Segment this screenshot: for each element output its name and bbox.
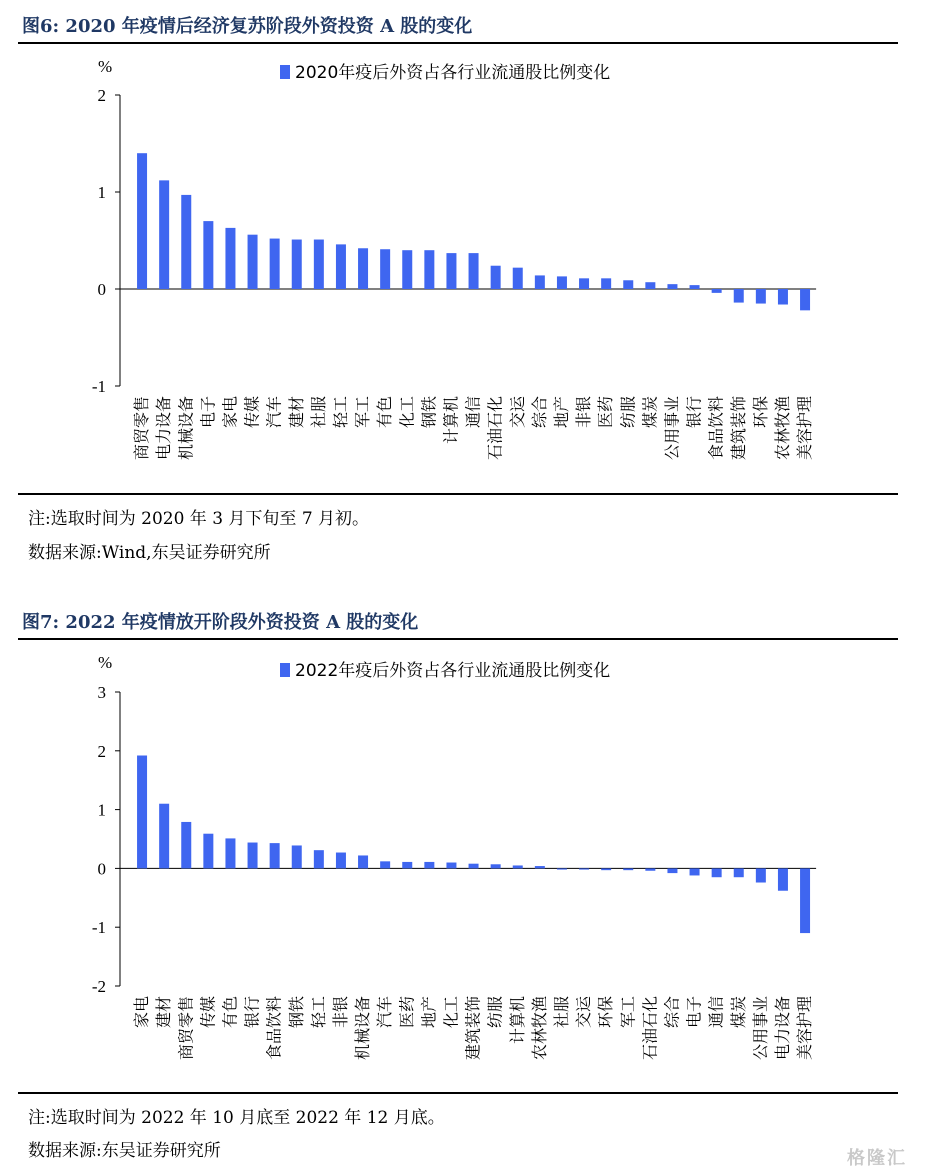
unit-label: %	[98, 57, 113, 76]
bar-军工	[358, 248, 368, 289]
bar-环保	[756, 289, 766, 304]
category-label: 综合	[529, 396, 549, 429]
watermark-logo: 格隆汇	[847, 1148, 907, 1169]
category-label: 建筑装饰	[463, 996, 483, 1061]
category-label: 交运	[574, 996, 594, 1029]
category-label: 钢铁	[286, 996, 306, 1029]
category-label: 家电	[220, 396, 240, 429]
category-label: 石油石化	[485, 396, 505, 461]
category-label: 石油石化	[640, 996, 660, 1061]
category-label: 有色	[375, 396, 395, 429]
bar-通信	[712, 868, 722, 877]
y-tick-label: 2	[97, 86, 106, 105]
category-label: 公用事业	[662, 396, 682, 461]
category-label: 建材	[286, 396, 306, 429]
category-label: 家电	[132, 996, 152, 1029]
category-label: 化工	[441, 996, 461, 1029]
bar-地产	[557, 276, 567, 289]
bar-交运	[579, 868, 589, 869]
category-label: 商贸零售	[176, 996, 196, 1061]
bar-食品饮料	[712, 289, 722, 293]
bar-纺服	[623, 280, 633, 289]
y-tick-label: 2	[97, 741, 106, 761]
figure-6-title: 图6: 2020 年疫情后经济复苏阶段外资投资 A 股的变化	[22, 16, 473, 37]
bar-军工	[623, 868, 633, 870]
category-label: 汽车	[264, 396, 284, 429]
category-label: 社服	[551, 996, 571, 1029]
bar-综合	[535, 275, 545, 289]
figure-7-source: 数据来源:东吴证券研究所	[28, 1141, 221, 1161]
category-label: 通信	[706, 996, 726, 1029]
bar-银行	[248, 843, 258, 869]
category-label: 煤炭	[640, 396, 660, 429]
bar-有色	[380, 249, 390, 289]
bar-电力设备	[778, 868, 788, 890]
category-label: 电子	[684, 996, 704, 1029]
category-label: 纺服	[485, 996, 505, 1029]
legend-swatch	[280, 65, 290, 79]
y-tick-label: 3	[97, 683, 106, 702]
bar-电子	[690, 868, 700, 875]
bar-汽车	[380, 861, 390, 868]
bar-钢铁	[424, 250, 434, 289]
y-tick-label: -1	[91, 377, 106, 396]
category-label: 非银	[574, 396, 594, 429]
bar-非银	[336, 853, 346, 869]
figure-7-note: 注:选取时间为 2022 年 10 月底至 2022 年 12 月底。	[28, 1108, 445, 1128]
bar-纺服	[491, 864, 501, 868]
category-label: 化工	[397, 396, 417, 429]
category-label: 环保	[750, 396, 770, 429]
category-label: 有色	[220, 996, 240, 1029]
bar-煤炭	[645, 282, 655, 289]
bar-建材	[159, 804, 169, 869]
category-label: 美容护理	[795, 996, 815, 1061]
y-tick-label: 1	[97, 800, 106, 820]
bar-钢铁	[292, 845, 302, 868]
figure-6-note: 注:选取时间为 2020 年 3 月下旬至 7 月初。	[28, 509, 370, 529]
category-label: 传媒	[242, 396, 262, 429]
figure-6-bottom-rule	[18, 493, 898, 495]
y-tick-label: 1	[97, 183, 106, 202]
bar-建筑装饰	[734, 289, 744, 303]
bar-社服	[314, 240, 324, 289]
category-label: 煤炭	[728, 996, 748, 1029]
bar-化工	[446, 863, 456, 869]
bar-农林牧渔	[535, 866, 545, 868]
category-label: 电力设备	[154, 396, 174, 461]
bar-轻工	[336, 244, 346, 289]
chart-svg	[18, 640, 898, 1090]
category-label: 电力设备	[772, 996, 792, 1061]
bar-食品饮料	[270, 843, 280, 868]
category-label: 计算机	[507, 996, 527, 1045]
category-label: 美容护理	[795, 396, 815, 461]
bar-计算机	[446, 253, 456, 289]
bar-美容护理	[800, 868, 810, 933]
bar-美容护理	[800, 289, 810, 310]
bar-有色	[225, 838, 235, 868]
category-label: 农林牧渔	[772, 396, 792, 461]
category-label: 军工	[618, 996, 638, 1029]
legend-swatch	[280, 663, 290, 677]
bar-石油石化	[491, 266, 501, 289]
category-label: 建材	[154, 996, 174, 1029]
category-label: 轻工	[308, 996, 328, 1029]
bar-公用事业	[756, 868, 766, 882]
bar-医药	[601, 278, 611, 289]
figure-6-chart	[18, 44, 898, 492]
unit-label: %	[98, 653, 113, 672]
category-label: 银行	[242, 996, 262, 1029]
category-label: 综合	[662, 996, 682, 1029]
category-label: 环保	[596, 996, 616, 1029]
bar-计算机	[513, 865, 523, 868]
category-label: 机械设备	[353, 996, 373, 1061]
bar-非银	[579, 278, 589, 289]
bar-交运	[513, 268, 523, 289]
category-label: 汽车	[375, 996, 395, 1029]
bar-汽车	[270, 239, 280, 289]
bar-商贸零售	[137, 153, 147, 289]
category-label: 非银	[330, 996, 350, 1029]
y-tick-label: -1	[91, 918, 106, 938]
bar-公用事业	[667, 284, 677, 289]
category-label: 轻工	[330, 396, 350, 429]
y-tick-label: -2	[91, 977, 106, 996]
bar-地产	[424, 862, 434, 868]
figure-7-title: 图7: 2022 年疫情放开阶段外资投资 A 股的变化	[22, 612, 419, 633]
category-label: 公用事业	[750, 996, 770, 1061]
bar-家电	[137, 756, 147, 869]
bar-医药	[402, 862, 412, 868]
bar-建筑装饰	[469, 864, 479, 869]
y-tick-label: 0	[97, 280, 106, 299]
category-label: 传媒	[198, 996, 218, 1029]
category-label: 医药	[397, 996, 417, 1029]
chart-svg	[18, 44, 898, 492]
category-label: 食品饮料	[264, 996, 284, 1061]
bar-商贸零售	[181, 822, 191, 868]
category-label: 通信	[463, 396, 483, 429]
bar-环保	[601, 868, 611, 870]
category-label: 军工	[353, 396, 373, 429]
category-label: 纺服	[618, 396, 638, 429]
bar-通信	[469, 253, 479, 289]
category-label: 商贸零售	[132, 396, 152, 461]
bar-银行	[690, 285, 700, 289]
category-label: 建筑装饰	[728, 396, 748, 461]
bar-农林牧渔	[778, 289, 788, 305]
bar-综合	[667, 868, 677, 873]
bar-化工	[402, 250, 412, 289]
figure-7-bottom-rule	[18, 1092, 898, 1094]
category-label: 食品饮料	[706, 396, 726, 461]
bar-石油石化	[645, 868, 655, 870]
bar-电力设备	[159, 180, 169, 289]
category-label: 交运	[507, 396, 527, 429]
bar-家电	[225, 228, 235, 289]
legend-label: 2022年疫后外资占各行业流通股比例变化	[295, 661, 611, 681]
bar-煤炭	[734, 868, 744, 877]
y-tick-label: 0	[97, 859, 106, 879]
category-label: 农林牧渔	[529, 996, 549, 1061]
category-label: 社服	[308, 396, 328, 429]
bar-轻工	[314, 850, 324, 868]
bar-传媒	[248, 235, 258, 289]
category-label: 地产	[551, 396, 571, 429]
bar-机械设备	[181, 195, 191, 289]
bar-建材	[292, 240, 302, 289]
category-label: 钢铁	[419, 396, 439, 429]
category-label: 医药	[596, 396, 616, 429]
legend-label: 2020年疫后外资占各行业流通股比例变化	[295, 63, 611, 83]
category-label: 计算机	[441, 396, 461, 445]
bar-电子	[203, 221, 213, 289]
category-label: 地产	[419, 996, 439, 1029]
figure-7-chart	[18, 640, 898, 1090]
bar-传媒	[203, 834, 213, 869]
bar-社服	[557, 868, 567, 869]
category-label: 机械设备	[176, 396, 196, 461]
category-label: 电子	[198, 396, 218, 429]
bar-机械设备	[358, 855, 368, 868]
category-label: 银行	[684, 396, 704, 429]
figure-6-source: 数据来源:Wind,东吴证券研究所	[28, 543, 271, 563]
